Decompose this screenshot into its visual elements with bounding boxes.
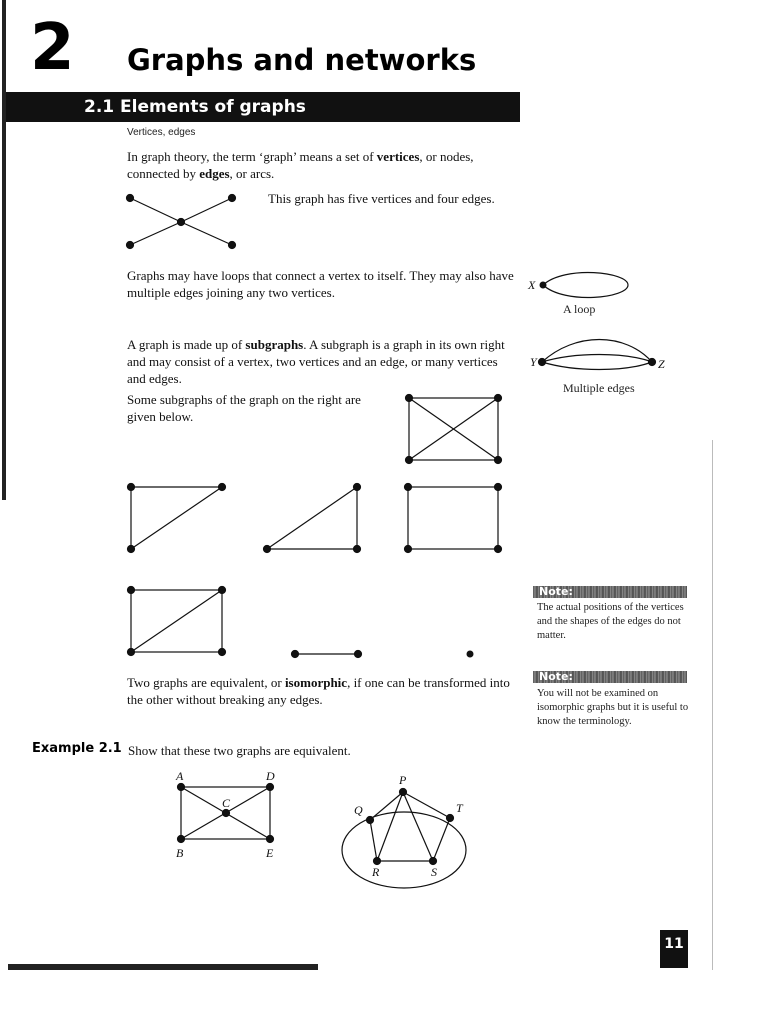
loops-paragraph: Graphs may have loops that connect a vertex to itself. They may also have multiple edges joining any two vertices. — [127, 268, 514, 300]
graph1-vertex — [127, 242, 134, 249]
graph1-edge — [130, 222, 181, 245]
keywords: Vertices, edges — [127, 127, 196, 138]
graph1-vertex — [127, 195, 134, 202]
multiple-edges-caption: Multiple edges — [563, 381, 635, 395]
graph1-caption: This graph has five vertices and four edges. — [268, 191, 495, 206]
multi-vertex-label-y: Y — [530, 355, 537, 369]
chapter-title: Graphs and networks — [127, 43, 477, 77]
note1-heading: Note: — [539, 585, 573, 598]
graph1-edge — [181, 198, 232, 222]
subgraph-2 — [264, 484, 361, 553]
intro-paragraph: In graph theory, the term ‘graph’ means a set of vertices, or nodes, connected by edges, or arcs. — [127, 149, 474, 181]
example2-label-t: T — [456, 801, 463, 815]
subgraph-4 — [128, 587, 226, 656]
main-graph-vertex — [495, 395, 502, 402]
example2-label-r: R — [372, 865, 380, 879]
subgraph-6-vertex — [467, 651, 474, 658]
example2-label-q: Q — [354, 803, 363, 817]
graph1-edge — [181, 222, 232, 245]
note2-heading: Note: — [539, 670, 573, 683]
section-title: 2.1 Elements of graphs — [84, 97, 306, 117]
subgraph-3 — [405, 484, 502, 553]
multi-vertex-label-z: Z — [658, 357, 665, 371]
multi-vertex-y — [539, 359, 546, 366]
multi-vertex-z — [649, 359, 656, 366]
subgraph-paragraph: A graph is made up of subgraphs. A subgraph is a graph in its own right and may consist of a vertex, two vertices and an edge, or many vertices and edges. — [127, 337, 505, 386]
five-vertex-graph — [127, 195, 236, 249]
graph1-vertex — [229, 195, 236, 202]
isomorphic-paragraph: Two graphs are equivalent, or isomorphic, if one can be transformed into the other without breaking any edges. — [127, 675, 510, 707]
graph1-vertex — [178, 219, 185, 226]
subgraph-1 — [128, 484, 226, 553]
example1-label-e: E — [266, 846, 274, 860]
example2-label-s: S — [431, 865, 437, 879]
chapter-number: 2 — [30, 11, 75, 85]
main-graph — [406, 395, 502, 464]
multi-edge — [542, 355, 652, 363]
example1-label-c: C — [222, 796, 231, 810]
graph1-edge — [130, 198, 181, 222]
page-number: 11 — [664, 936, 684, 952]
multi-edge — [542, 340, 652, 363]
right-margin-rule — [712, 440, 713, 970]
main-graph-vertex — [495, 457, 502, 464]
example2-label-p: P — [399, 773, 407, 787]
loop-diagram — [527, 272, 628, 297]
loop-vertex-x — [540, 282, 547, 289]
subgraph-5 — [292, 651, 362, 658]
example-text: Show that these two graphs are equivalent. — [128, 743, 351, 758]
example1-label-d: D — [266, 769, 275, 783]
loop-vertex-label: X — [528, 278, 536, 292]
loop-caption: A loop — [563, 302, 596, 316]
bottom-rule — [8, 964, 318, 970]
main-graph-vertex — [406, 457, 413, 464]
note2-text: You will not be examined on isomorphic graphs but it is useful to know the terminology. — [537, 688, 689, 727]
loop-edge — [543, 272, 628, 297]
main-graph-vertex — [406, 395, 413, 402]
example1-label-b: B — [176, 846, 184, 860]
subgraph-examples-paragraph: Some subgraphs of the graph on the right are given below. — [127, 392, 361, 424]
multiple-edges-diagram — [539, 340, 656, 370]
example-graph-1 — [178, 784, 274, 843]
example-label: Example 2.1 — [32, 741, 122, 756]
graph1-vertex — [229, 242, 236, 249]
multi-edge — [542, 362, 652, 370]
example1-label-a: A — [176, 769, 184, 783]
note1-text: The actual positions of the vertices and the shapes of the edges do not matter. — [537, 602, 684, 641]
